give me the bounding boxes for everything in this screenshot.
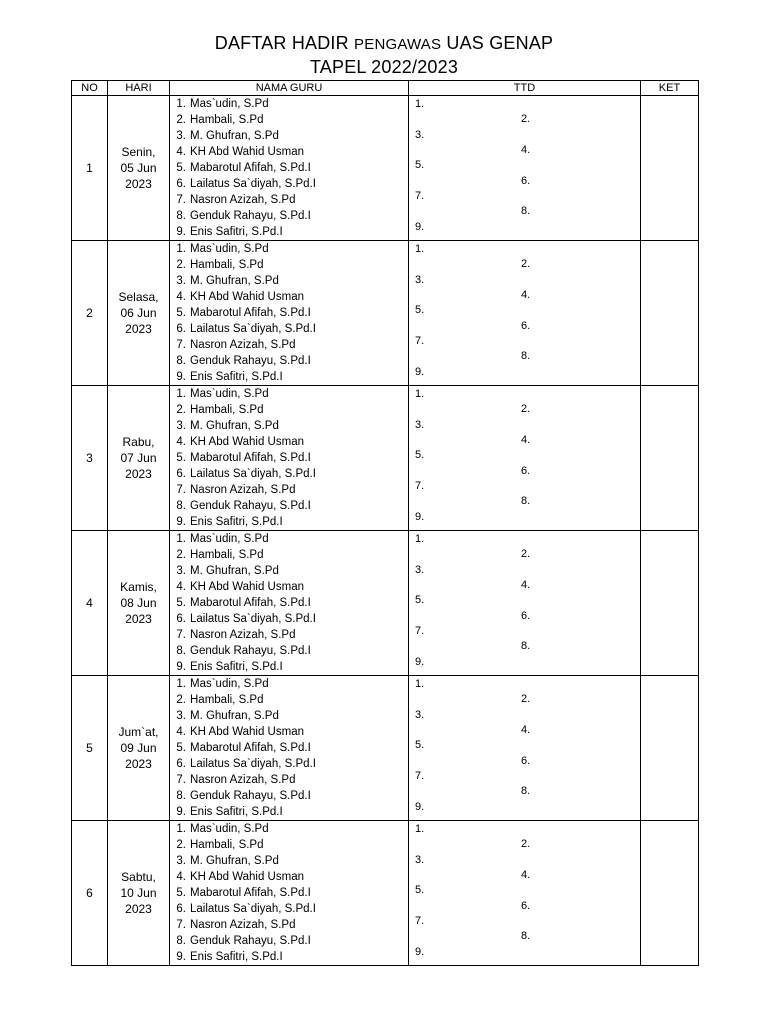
teacher-name: Nasron Azizah, S.Pd [190, 774, 296, 786]
teacher-number: 3. [176, 855, 186, 867]
teacher-number: 2. [176, 694, 186, 706]
day-cell [108, 96, 170, 241]
list-item [170, 273, 408, 289]
remarks-cell[interactable] [641, 386, 699, 531]
signature-slot-number: 5. [415, 159, 425, 171]
list-item [170, 176, 408, 192]
list-item [170, 514, 408, 530]
list-item [170, 386, 408, 402]
signature-slot-number: 7. [415, 625, 425, 637]
list-item [170, 192, 408, 208]
list-item [170, 563, 408, 579]
list-item [170, 434, 408, 450]
teacher-name: Mabarotul Afifah, S.Pd.I [190, 452, 311, 464]
signature-slot-number: 6. [521, 610, 531, 622]
day-cell [108, 676, 170, 821]
signature-slot-number: 2. [521, 258, 531, 270]
day-cell [108, 531, 170, 676]
list-item [170, 321, 408, 337]
signature-slot-number: 5. [415, 884, 425, 896]
list-item [170, 692, 408, 708]
teacher-number: 8. [176, 935, 186, 947]
list-item [170, 627, 408, 643]
title-line-1 [0, 32, 768, 56]
teacher-number: 7. [176, 629, 186, 641]
teacher-name: Enis Safitri, S.Pd.I [190, 516, 283, 528]
day-year: 2023 [125, 467, 152, 481]
teacher-number: 4. [176, 291, 186, 303]
teacher-number: 1. [176, 533, 186, 545]
signature-slot-number: 8. [521, 930, 531, 942]
signature-slot-number: 6. [521, 175, 531, 187]
list-item [170, 337, 408, 353]
signature-slot-number: 4. [521, 724, 531, 736]
signature-slot-number: 9. [415, 656, 425, 668]
day-date: 10 Jun [120, 886, 157, 900]
teacher-name: M. Ghufran, S.Pd [190, 710, 279, 722]
teacher-name: KH Abd Wahid Usman [190, 726, 304, 738]
day-date: 08 Jun [120, 596, 157, 610]
list-item [170, 917, 408, 933]
teacher-name: Lailatus Sa`diyah, S.Pd.I [190, 613, 316, 625]
day-day: Senin, [121, 145, 156, 159]
teacher-number: 5. [176, 597, 186, 609]
list-item [170, 676, 408, 692]
teacher-name: Genduk Rahayu, S.Pd.I [190, 500, 311, 512]
signature-slot-number: 2. [521, 548, 531, 560]
teacher-number: 8. [176, 645, 186, 657]
header-no: NO [72, 81, 108, 96]
signature-slot-number: 6. [521, 465, 531, 477]
teacher-number: 6. [176, 903, 186, 915]
teacher-name: M. Ghufran, S.Pd [190, 275, 279, 287]
teacher-number: 2. [176, 404, 186, 416]
list-item [170, 498, 408, 514]
list-item [170, 933, 408, 949]
teacher-name: Genduk Rahayu, S.Pd.I [190, 355, 311, 367]
teacher-names-cell [170, 96, 409, 241]
teacher-number: 6. [176, 758, 186, 770]
list-item [170, 466, 408, 482]
signature-slot-number: 1. [415, 388, 425, 400]
teacher-number: 1. [176, 98, 186, 110]
teacher-number: 5. [176, 742, 186, 754]
teacher-number: 4. [176, 146, 186, 158]
header-ttd: TTD [409, 81, 641, 96]
signature-slot-number: 1. [415, 823, 425, 835]
teacher-name: Hambali, S.Pd [190, 549, 264, 561]
signature-slot-number: 9. [415, 511, 425, 523]
signature-slot-number: 5. [415, 739, 425, 751]
teacher-list [170, 96, 408, 240]
list-item [170, 724, 408, 740]
remarks-cell[interactable] [641, 676, 699, 821]
list-item [170, 224, 408, 240]
teacher-list [170, 531, 408, 675]
signature-slot-number: 9. [415, 221, 425, 233]
teacher-number: 8. [176, 355, 186, 367]
row-number: 1 [72, 96, 108, 241]
teacher-number: 9. [176, 806, 186, 818]
list-item [170, 643, 408, 659]
day-year: 2023 [125, 612, 152, 626]
day-year: 2023 [125, 902, 152, 916]
signature-slot-number: 8. [521, 785, 531, 797]
row-number: 6 [72, 821, 108, 966]
teacher-number: 9. [176, 661, 186, 673]
teacher-number: 8. [176, 210, 186, 222]
teacher-name: M. Ghufran, S.Pd [190, 130, 279, 142]
signature-slot-number: 1. [415, 533, 425, 545]
table-row [72, 241, 699, 386]
teacher-number: 3. [176, 130, 186, 142]
signature-slot-number: 6. [521, 755, 531, 767]
teacher-number: 4. [176, 726, 186, 738]
list-item [170, 160, 408, 176]
teacher-number: 7. [176, 484, 186, 496]
day-date: 07 Jun [120, 451, 157, 465]
list-item [170, 128, 408, 144]
day-cell [108, 386, 170, 531]
teacher-name: Hambali, S.Pd [190, 839, 264, 851]
table-header-row [72, 81, 699, 96]
day-date: 09 Jun [120, 741, 157, 755]
teacher-number: 6. [176, 178, 186, 190]
teacher-name: M. Ghufran, S.Pd [190, 565, 279, 577]
signature-slot-number: 3. [415, 709, 425, 721]
teacher-number: 3. [176, 420, 186, 432]
day-date: 05 Jun [120, 161, 157, 175]
teacher-number: 6. [176, 613, 186, 625]
teacher-name: Lailatus Sa`diyah, S.Pd.I [190, 903, 316, 915]
signature-slot-number: 3. [415, 274, 425, 286]
teacher-name: KH Abd Wahid Usman [190, 871, 304, 883]
signature-slot-number: 7. [415, 190, 425, 202]
teacher-number: 7. [176, 774, 186, 786]
list-item [170, 402, 408, 418]
teacher-name: Mabarotul Afifah, S.Pd.I [190, 887, 311, 899]
signature-cell[interactable] [409, 241, 641, 386]
teacher-name: Enis Safitri, S.Pd.I [190, 951, 283, 963]
teacher-number: 2. [176, 259, 186, 271]
list-item [170, 885, 408, 901]
list-item [170, 547, 408, 563]
teacher-name: Nasron Azizah, S.Pd [190, 484, 296, 496]
teacher-name: Genduk Rahayu, S.Pd.I [190, 935, 311, 947]
list-item [170, 450, 408, 466]
teacher-number: 5. [176, 452, 186, 464]
day-day: Kamis, [120, 580, 157, 594]
day-day: Jum`at, [118, 725, 159, 739]
list-item [170, 289, 408, 305]
signature-slot-number: 7. [415, 915, 425, 927]
signature-slot-number: 1. [415, 98, 425, 110]
list-item [170, 772, 408, 788]
list-item [170, 949, 408, 965]
teacher-names-cell [170, 531, 409, 676]
day-date: 06 Jun [120, 306, 157, 320]
teacher-name: Lailatus Sa`diyah, S.Pd.I [190, 758, 316, 770]
table-row [72, 821, 699, 966]
signature-slot-number: 4. [521, 869, 531, 881]
teacher-number: 4. [176, 436, 186, 448]
teacher-name: Nasron Azizah, S.Pd [190, 919, 296, 931]
table-body [72, 96, 699, 966]
list-item [170, 96, 408, 112]
teacher-names-cell [170, 386, 409, 531]
remarks-cell[interactable] [641, 531, 699, 676]
list-item [170, 611, 408, 627]
teacher-number: 9. [176, 226, 186, 238]
teacher-name: Enis Safitri, S.Pd.I [190, 806, 283, 818]
teacher-number: 7. [176, 339, 186, 351]
signature-cell[interactable] [409, 531, 641, 676]
teacher-number: 3. [176, 275, 186, 287]
signature-slot-number: 3. [415, 129, 425, 141]
signature-slot-number: 6. [521, 900, 531, 912]
teacher-number: 6. [176, 323, 186, 335]
teacher-number: 8. [176, 790, 186, 802]
teacher-number: 3. [176, 565, 186, 577]
teacher-name: Enis Safitri, S.Pd.I [190, 226, 283, 238]
signature-slot-number: 3. [415, 419, 425, 431]
signature-slot-number: 9. [415, 946, 425, 958]
day-day: Selasa, [118, 290, 159, 304]
day-year: 2023 [125, 322, 152, 336]
list-item [170, 482, 408, 498]
title-part-3: UAS GENAP [446, 33, 554, 53]
teacher-name: Mabarotul Afifah, S.Pd.I [190, 162, 311, 174]
signature-slot-number: 7. [415, 480, 425, 492]
signature-cell[interactable] [409, 386, 641, 531]
teacher-number: 9. [176, 516, 186, 528]
teacher-name: M. Ghufran, S.Pd [190, 855, 279, 867]
attendance-table [71, 80, 699, 966]
teacher-names-cell [170, 821, 409, 966]
list-item [170, 595, 408, 611]
teacher-name: Mabarotul Afifah, S.Pd.I [190, 597, 311, 609]
teacher-list [170, 386, 408, 530]
teacher-name: KH Abd Wahid Usman [190, 146, 304, 158]
day-year: 2023 [125, 177, 152, 191]
row-number: 3 [72, 386, 108, 531]
teacher-name: Enis Safitri, S.Pd.I [190, 371, 283, 383]
teacher-names-cell [170, 676, 409, 821]
list-item [170, 708, 408, 724]
signature-slot-number: 8. [521, 205, 531, 217]
signature-slot-number: 4. [521, 289, 531, 301]
day-cell [108, 821, 170, 966]
document-title [0, 32, 768, 79]
header-nama-guru: NAMA GURU [170, 81, 409, 96]
teacher-names-cell [170, 241, 409, 386]
signature-slot-number: 3. [415, 564, 425, 576]
table-row [72, 676, 699, 821]
teacher-number: 8. [176, 500, 186, 512]
list-item [170, 837, 408, 853]
list-item [170, 369, 408, 385]
signature-slot-number: 8. [521, 350, 531, 362]
signature-slot-number: 7. [415, 335, 425, 347]
row-number: 5 [72, 676, 108, 821]
teacher-number: 4. [176, 581, 186, 593]
teacher-list [170, 241, 408, 385]
day-day: Sabtu, [121, 870, 156, 884]
row-number: 2 [72, 241, 108, 386]
list-item [170, 418, 408, 434]
teacher-number: 7. [176, 194, 186, 206]
teacher-number: 9. [176, 951, 186, 963]
teacher-number: 2. [176, 114, 186, 126]
list-item [170, 144, 408, 160]
list-item [170, 241, 408, 257]
teacher-name: Lailatus Sa`diyah, S.Pd.I [190, 323, 316, 335]
list-item [170, 257, 408, 273]
day-year: 2023 [125, 757, 152, 771]
teacher-number: 2. [176, 839, 186, 851]
teacher-name: Hambali, S.Pd [190, 259, 264, 271]
signature-slot-number: 7. [415, 770, 425, 782]
signature-slot-number: 9. [415, 801, 425, 813]
remarks-cell[interactable] [641, 821, 699, 966]
signature-slot-number: 1. [415, 243, 425, 255]
teacher-number: 5. [176, 162, 186, 174]
teacher-name: Mas`udin, S.Pd [190, 678, 269, 690]
teacher-name: Nasron Azizah, S.Pd [190, 629, 296, 641]
teacher-name: Mas`udin, S.Pd [190, 243, 269, 255]
day-day: Rabu, [122, 435, 155, 449]
signature-slot-number: 2. [521, 838, 531, 850]
table-row [72, 386, 699, 531]
list-item [170, 740, 408, 756]
list-item [170, 853, 408, 869]
teacher-list [170, 676, 408, 820]
signature-slot-number: 8. [521, 495, 531, 507]
signature-slot-number: 2. [521, 403, 531, 415]
teacher-name: Genduk Rahayu, S.Pd.I [190, 790, 311, 802]
signature-cell[interactable] [409, 676, 641, 821]
teacher-name: KH Abd Wahid Usman [190, 291, 304, 303]
teacher-name: KH Abd Wahid Usman [190, 581, 304, 593]
teacher-number: 4. [176, 871, 186, 883]
title-part-1: DAFTAR HADIR [214, 33, 349, 53]
signature-cell[interactable] [409, 96, 641, 241]
signature-slot-number: 8. [521, 640, 531, 652]
teacher-number: 1. [176, 388, 186, 400]
teacher-name: Hambali, S.Pd [190, 114, 264, 126]
teacher-name: Mabarotul Afifah, S.Pd.I [190, 307, 311, 319]
signature-slot-number: 4. [521, 144, 531, 156]
list-item [170, 208, 408, 224]
row-number: 4 [72, 531, 108, 676]
list-item [170, 531, 408, 547]
header-ket: KET [641, 81, 699, 96]
title-part-2: PENGAWAS [354, 36, 442, 53]
signature-slot-number: 4. [521, 434, 531, 446]
signature-slot-number: 5. [415, 449, 425, 461]
list-item [170, 112, 408, 128]
table-row [72, 531, 699, 676]
teacher-name: Lailatus Sa`diyah, S.Pd.I [190, 468, 316, 480]
list-item [170, 305, 408, 321]
teacher-number: 3. [176, 710, 186, 722]
teacher-number: 1. [176, 678, 186, 690]
signature-slot-number: 2. [521, 113, 531, 125]
list-item [170, 901, 408, 917]
teacher-number: 5. [176, 307, 186, 319]
list-item [170, 659, 408, 675]
signature-slot-number: 1. [415, 678, 425, 690]
teacher-name: Genduk Rahayu, S.Pd.I [190, 210, 311, 222]
teacher-name: Nasron Azizah, S.Pd [190, 339, 296, 351]
teacher-name: Enis Safitri, S.Pd.I [190, 661, 283, 673]
table-row [72, 96, 699, 241]
teacher-name: Hambali, S.Pd [190, 404, 264, 416]
signature-slot-number: 4. [521, 579, 531, 591]
teacher-name: Hambali, S.Pd [190, 694, 264, 706]
teacher-list [170, 821, 408, 965]
list-item [170, 579, 408, 595]
list-item [170, 869, 408, 885]
teacher-number: 1. [176, 243, 186, 255]
teacher-number: 5. [176, 887, 186, 899]
teacher-name: Genduk Rahayu, S.Pd.I [190, 645, 311, 657]
teacher-number: 1. [176, 823, 186, 835]
teacher-name: Mas`udin, S.Pd [190, 388, 269, 400]
list-item [170, 788, 408, 804]
signature-slot-number: 2. [521, 693, 531, 705]
day-cell [108, 241, 170, 386]
signature-slot-number: 9. [415, 366, 425, 378]
teacher-name: Mas`udin, S.Pd [190, 98, 269, 110]
signature-slot-number: 5. [415, 304, 425, 316]
signature-slot-number: 6. [521, 320, 531, 332]
teacher-name: Lailatus Sa`diyah, S.Pd.I [190, 178, 316, 190]
teacher-number: 2. [176, 549, 186, 561]
teacher-number: 7. [176, 919, 186, 931]
remarks-cell[interactable] [641, 96, 699, 241]
teacher-name: Mas`udin, S.Pd [190, 533, 269, 545]
remarks-cell[interactable] [641, 241, 699, 386]
teacher-number: 9. [176, 371, 186, 383]
teacher-name: KH Abd Wahid Usman [190, 436, 304, 448]
list-item [170, 353, 408, 369]
header-hari: HARI [108, 81, 170, 96]
teacher-name: Mabarotul Afifah, S.Pd.I [190, 742, 311, 754]
teacher-name: Nasron Azizah, S.Pd [190, 194, 296, 206]
list-item [170, 804, 408, 820]
list-item [170, 821, 408, 837]
teacher-name: M. Ghufran, S.Pd [190, 420, 279, 432]
title-line-2: TAPEL 2022/2023 [309, 57, 459, 77]
teacher-name: Mas`udin, S.Pd [190, 823, 269, 835]
list-item [170, 756, 408, 772]
signature-slot-number: 5. [415, 594, 425, 606]
signature-cell[interactable] [409, 821, 641, 966]
signature-slot-number: 3. [415, 854, 425, 866]
teacher-number: 6. [176, 468, 186, 480]
